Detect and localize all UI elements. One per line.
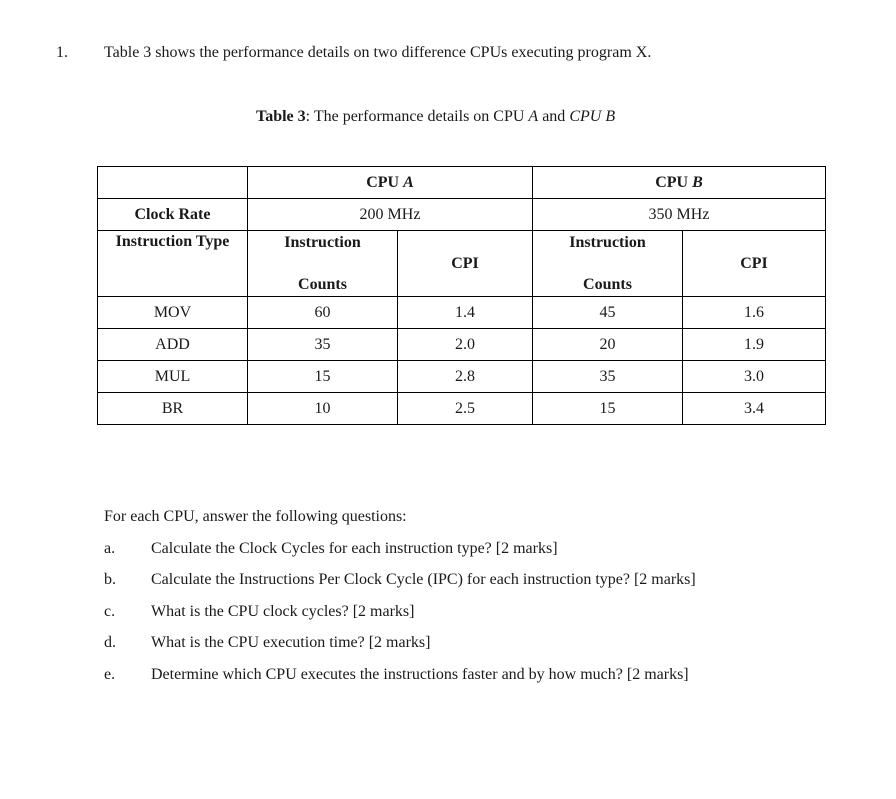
table-caption-and: and — [538, 108, 570, 125]
instruction-counts-b-header — [533, 231, 683, 297]
cpu-b-letter: B — [692, 173, 703, 191]
clock-rate-label: Clock Rate — [98, 199, 248, 231]
b-count-cell: 35 — [533, 361, 683, 393]
question-label-a: a. — [104, 540, 116, 557]
question-label-e: e. — [104, 666, 116, 683]
table-caption — [256, 108, 615, 126]
instruction-type-label: Instruction Type — [98, 231, 248, 297]
b-cpi-cell: 3.0 — [683, 361, 826, 393]
clock-rate-b: 350 MHz — [533, 199, 826, 231]
cpu-a-letter: A — [403, 173, 414, 191]
b-cpi-cell: 1.9 — [683, 329, 826, 361]
table-caption-label: Table 3 — [256, 108, 306, 125]
instruction-type-cell: MOV — [98, 297, 248, 329]
question-label-b: b. — [104, 571, 116, 588]
b-count-cell: 20 — [533, 329, 683, 361]
empty-header-cell — [98, 167, 248, 199]
question-text-b: Calculate the Instructions Per Clock Cycle (IPC) for each instruction type? [2 marks] — [151, 571, 696, 588]
instruction-counts-a-header — [248, 231, 398, 297]
a-cpi-cell: 2.0 — [398, 329, 533, 361]
table-row — [98, 297, 826, 329]
column-header-row — [98, 231, 826, 297]
instruction-type-cell: ADD — [98, 329, 248, 361]
table-caption-cpu-a: A — [528, 108, 539, 125]
cpu-a-prefix: CPU — [366, 173, 404, 191]
cpu-b-prefix: CPU — [655, 173, 693, 191]
cpu-a-header — [248, 167, 533, 199]
table-caption-cpu-b: B — [605, 108, 616, 125]
clock-rate-a: 200 MHz — [248, 199, 533, 231]
question-intro: Table 3 shows the performance details on two difference CPUs executing program X. — [104, 44, 652, 61]
table-row — [98, 361, 826, 393]
b-count-cell: 15 — [533, 393, 683, 425]
question-text-d: What is the CPU execution time? [2 marks] — [151, 634, 431, 651]
a-count-cell: 35 — [248, 329, 398, 361]
question-text-a: Calculate the Clock Cycles for each instruction type? [2 marks] — [151, 540, 558, 557]
instruction-label-b: Instruction — [569, 233, 646, 251]
table-row — [98, 393, 826, 425]
question-label-c: c. — [104, 603, 116, 620]
a-count-cell: 15 — [248, 361, 398, 393]
instruction-label-a: Instruction — [284, 233, 361, 251]
question-text-c: What is the CPU clock cycles? [2 marks] — [151, 603, 415, 620]
b-cpi-cell: 1.6 — [683, 297, 826, 329]
counts-label-b: Counts — [583, 275, 632, 293]
question-text-e: Determine which CPU executes the instructions faster and by how much? [2 marks] — [151, 666, 689, 683]
table-row — [98, 329, 826, 361]
question-label-d: d. — [104, 634, 116, 651]
instruction-type-cell: BR — [98, 393, 248, 425]
b-count-cell: 45 — [533, 297, 683, 329]
a-cpi-cell: 1.4 — [398, 297, 533, 329]
a-cpi-cell: 2.8 — [398, 361, 533, 393]
cpi-a-header: CPI — [398, 231, 533, 297]
table-header-row — [98, 167, 826, 199]
cpi-b-header: CPI — [683, 231, 826, 297]
table-caption-text: : The performance details on CPU — [305, 108, 529, 125]
table-caption-cpu-b-prefix: CPU — [569, 108, 606, 125]
clock-rate-row — [98, 199, 826, 231]
a-count-cell: 60 — [248, 297, 398, 329]
a-count-cell: 10 — [248, 393, 398, 425]
cpu-b-header — [533, 167, 826, 199]
question-number: 1. — [56, 44, 68, 61]
b-cpi-cell: 3.4 — [683, 393, 826, 425]
instruction-type-cell: MUL — [98, 361, 248, 393]
a-cpi-cell: 2.5 — [398, 393, 533, 425]
counts-label-a: Counts — [298, 275, 347, 293]
performance-table — [97, 166, 826, 425]
questions-intro: For each CPU, answer the following questions: — [104, 508, 407, 525]
